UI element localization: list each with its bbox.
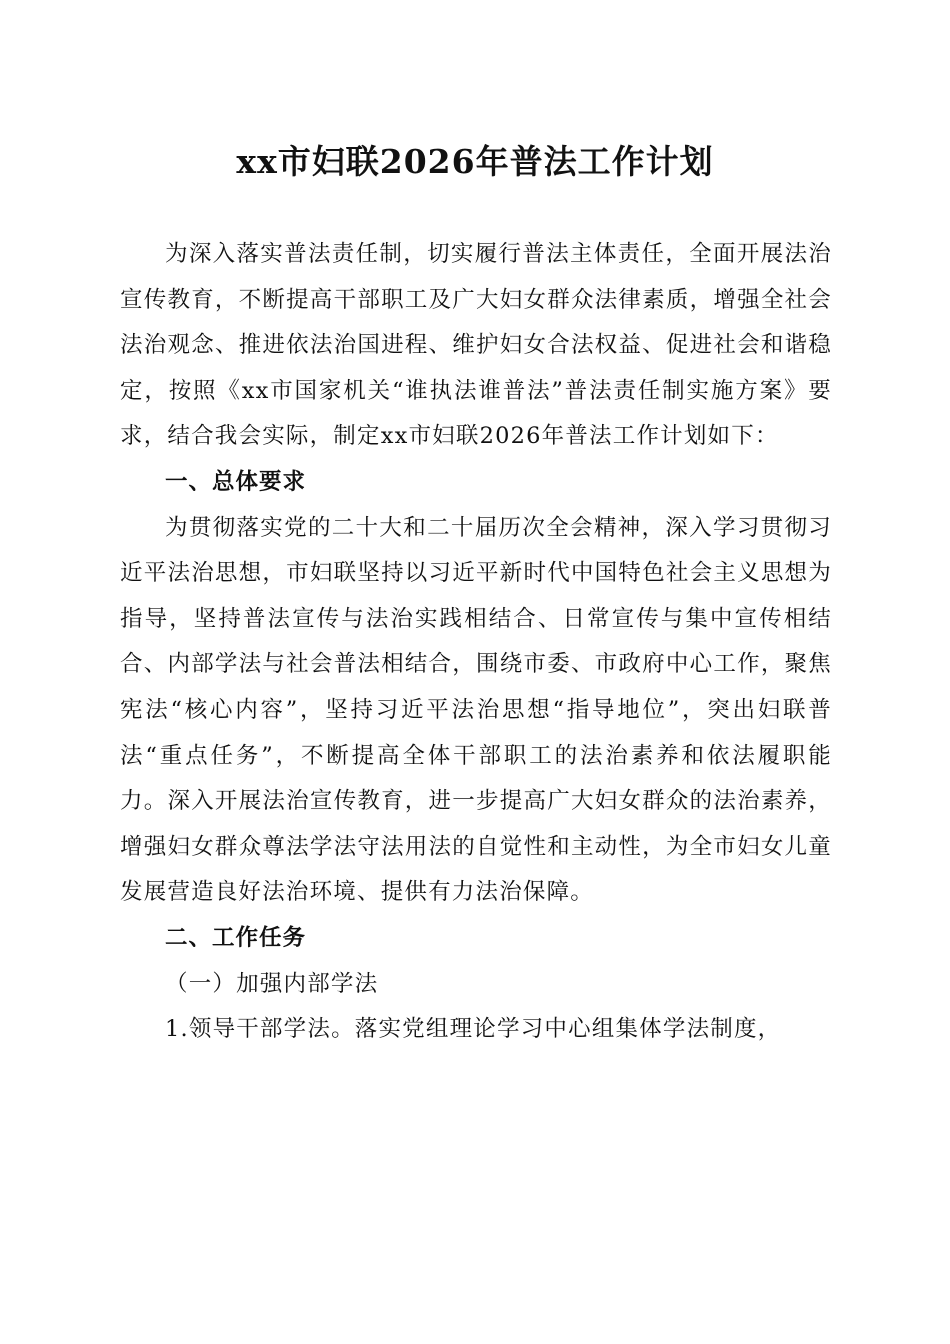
list-item-leader-law-study: 1.领导干部学法。落实党组理论学习中心组集体学法制度， [165,1016,782,1043]
section-heading-general-requirements: 一、总体要求 [165,468,307,495]
document-body [120,232,832,1053]
document-title: xx市妇联2026年普法工作计划 [236,142,714,181]
general-requirements-paragraph: 为贯彻落实党的二十大和二十届历次全会精神，深入学习贯彻习近平法治思想，市妇联坚持以习近平新时代中国特色社会主义思想为指导，坚持普法宣传与法治实践相结合、日常宣传与集中宣传相结合、内部学法与社会普法相结合，围绕市委、市政府中心工作，聚焦宪法“核心内容”，坚持习近平法治思想“指导地位”，突出妇联普法“重点任务”，不断提高全体干部职工的法治素养和依法履职能力。深入开展法治宣传教育，进一步提高广大妇女群众的法治素养，增强妇女群众尊法学法守法用法的自觉性和主动性，为全市妇女儿童发展营造良好法治环境、提供有力法治保障。 [120,514,832,906]
subheading-internal-law-study: （一）加强内部学法 [165,970,379,997]
intro-paragraph: 为深入落实普法责任制，切实履行普法主体责任，全面开展法治宣传教育，不断提高干部职工及广大妇女群众法律素质，增强全社会法治观念、推进依法治国进程、维护妇女合法权益、促进社会和谐稳定，按照《xx市国家机关“谁执法谁普法”普法责任制实施方案》要求，结合我会实际，制定xx市妇联2026年普法工作计划如下： [120,241,832,450]
section-heading-work-tasks: 二、工作任务 [165,924,307,951]
